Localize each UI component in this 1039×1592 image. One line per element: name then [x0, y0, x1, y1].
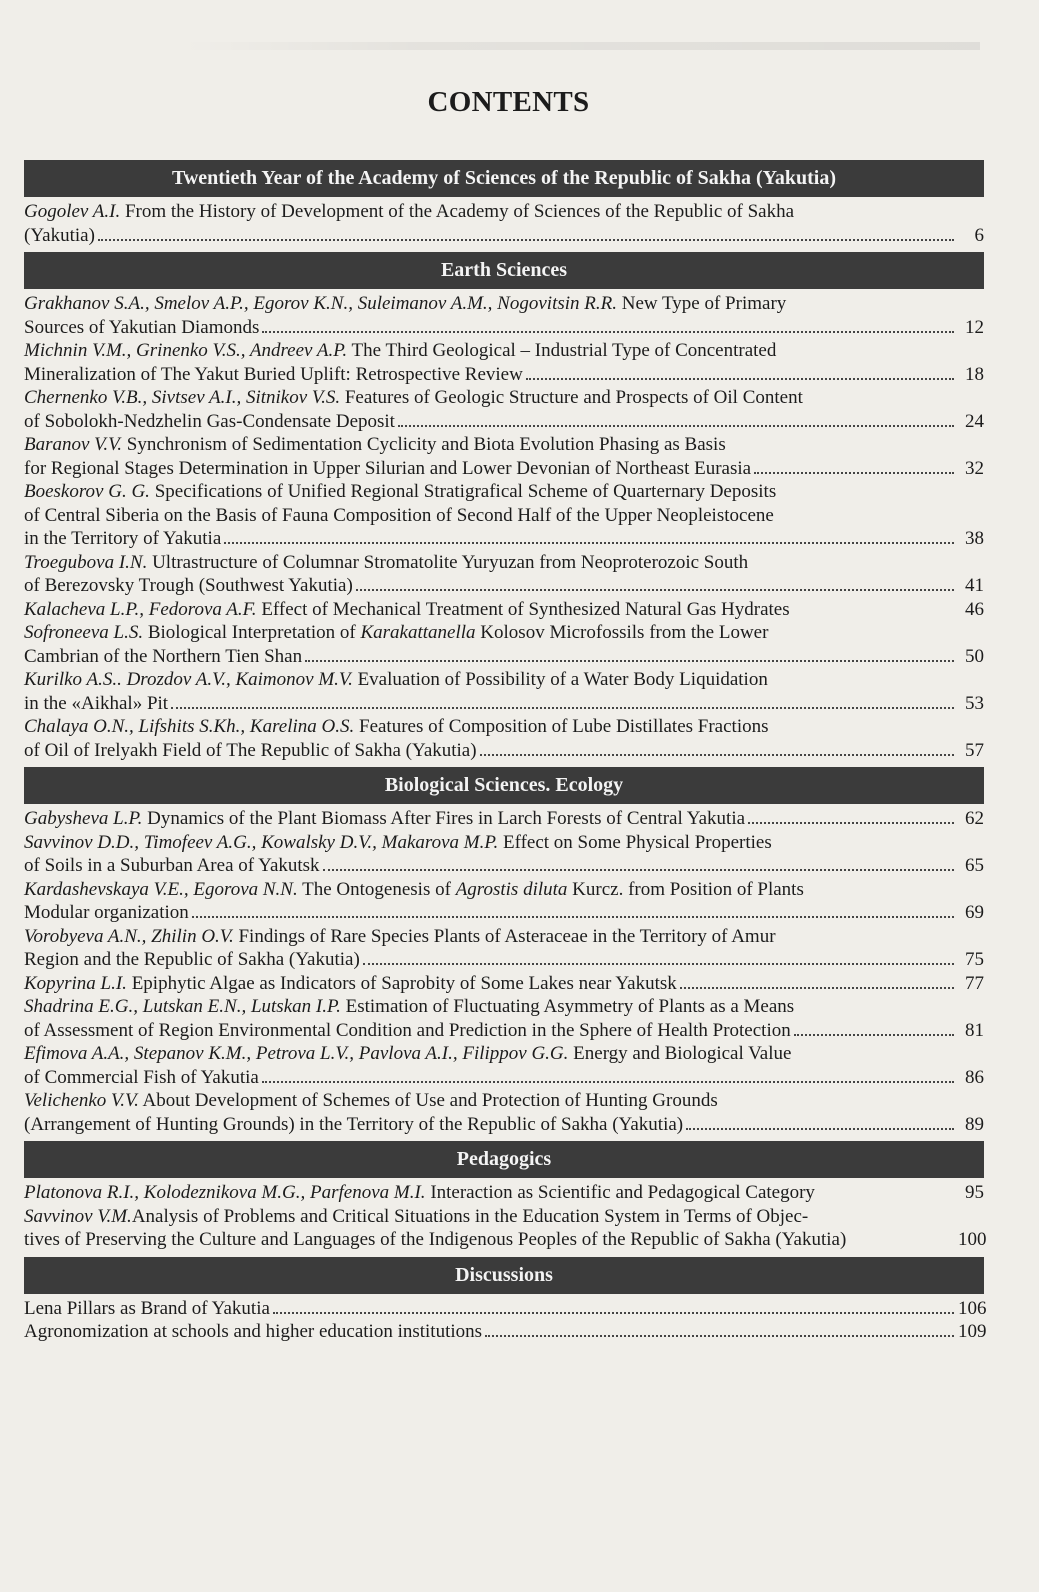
- toc-entry[interactable]: [24, 1089, 984, 1136]
- entry-title: Evaluation of Possibility of a Water Body Liquidation: [352, 669, 768, 690]
- entry-line: [24, 200, 984, 224]
- entry-authors: Kopyrina L.I.: [24, 972, 127, 994]
- entry-title: Interaction as Scientific and Pedagogical Category: [425, 1182, 815, 1203]
- entry-title: Analysis of Problems and Critical Situations in the Education System in Terms of Objec-: [131, 1205, 809, 1227]
- section-heading: Discussions: [24, 1257, 984, 1294]
- section-heading: Twentieth Year of the Academy of Sciences of the Republic of Sakha (Yakutia): [24, 160, 984, 197]
- entry-text: [24, 1228, 846, 1252]
- entry-authors: Gabysheva L.P.: [24, 808, 143, 829]
- entry-title: of Oil of Irelyakh Field of The Republic of Sakha (Yakutia): [24, 739, 477, 761]
- entry-title: Modular organization: [24, 902, 189, 923]
- entry-title: Features of Geologic Structure and Prospects of Oil Content: [340, 387, 803, 408]
- entry-authors: Chalaya O.N., Lifshits S.Kh., Karelina O.S.: [24, 716, 355, 737]
- entry-title: (Arrangement of Hunting Grounds) in the Territory of the Republic of Sakha (Yakutia): [24, 1113, 684, 1135]
- dot-leader: [754, 472, 954, 474]
- entry-authors: Kardashevskaya V.E., Egorova N.N.: [24, 878, 298, 900]
- entry-line: [24, 831, 984, 855]
- toc-entry[interactable]: [24, 433, 984, 480]
- entry-title: for Regional Stages Determination in Upper Silurian and Lower Devonian of Northeast Eurasia: [24, 457, 752, 479]
- page-title: CONTENTS: [427, 86, 590, 118]
- entry-authors: Troegubova I.N.: [24, 551, 148, 573]
- toc-section: [24, 1257, 987, 1344]
- dot-leader: [356, 589, 954, 591]
- entry-title: of Commercial Fish of Yakutia: [24, 1066, 259, 1088]
- entry-line: [24, 668, 984, 692]
- entry-line: [24, 715, 984, 739]
- toc-section: [24, 1141, 987, 1252]
- entry-authors: Grakhanov S.A., Smelov A.P., Egorov K.N., Suleimanov A.M., Nogovitsin R.R.: [24, 293, 617, 314]
- toc-entry[interactable]: [24, 668, 984, 715]
- page-number: 38: [965, 528, 984, 549]
- toc-entry[interactable]: [24, 480, 984, 551]
- dot-leader: [273, 1312, 954, 1314]
- entry-text: [24, 1181, 815, 1205]
- entry-italic-term: Karakattanella: [360, 622, 476, 643]
- page-number: 24: [965, 410, 984, 432]
- entry-line: [24, 224, 984, 248]
- dot-leader: [748, 822, 954, 824]
- entry-authors: Velichenko V.V.: [24, 1090, 139, 1111]
- entry-text: [24, 1019, 791, 1043]
- toc-entry[interactable]: [24, 807, 984, 831]
- entry-line: [24, 807, 984, 831]
- entry-authors: Vorobyeva A.N., Zhilin O.V.: [24, 925, 234, 947]
- toc-entry[interactable]: [24, 995, 984, 1042]
- entry-authors: Kalacheva L.P., Fedorova A.F.: [24, 598, 257, 620]
- toc-entry[interactable]: [24, 831, 984, 878]
- entry-title: The Third Geological – Industrial Type of Concentrated: [347, 340, 777, 361]
- entry-title: of Assessment of Region Environmental Condition and Prediction in the Sphere of Health Protection: [24, 1019, 791, 1041]
- entry-line: [24, 527, 984, 551]
- entry-line: [24, 1019, 984, 1043]
- entry-text: [24, 527, 221, 551]
- entry-title: Kolosov Microfossils from the Lower: [475, 622, 769, 643]
- entry-line: [24, 1297, 987, 1321]
- entry-line: [24, 574, 984, 598]
- dot-leader: [224, 542, 954, 544]
- dot-leader: [323, 869, 954, 871]
- entry-line: [24, 363, 984, 387]
- toc-entry[interactable]: [24, 1181, 984, 1205]
- entry-text: [24, 363, 523, 387]
- page-number: 65: [965, 855, 984, 876]
- toc-section: [24, 252, 984, 762]
- entry-line: [24, 995, 984, 1019]
- entry-authors: Platonova R.I., Kolodeznikova M.G., Parfenova M.I.: [24, 1182, 426, 1203]
- entry-title: Energy and Biological Value: [568, 1043, 792, 1064]
- entry-line: [24, 1181, 984, 1205]
- entry-title: of Soils in a Suburban Area of Yakutsk: [24, 855, 320, 876]
- entry-italic-term: Agrostis diluta: [455, 878, 568, 900]
- entry-title: tives of Preserving the Culture and Languages of the Indigenous Peoples of the Republic of Sakha (Yakutia): [24, 1229, 847, 1250]
- entry-line: [24, 925, 984, 949]
- entry-line: [24, 1042, 984, 1066]
- entry-title: Effect on Some Physical Properties: [498, 831, 772, 853]
- page-number: 32: [965, 457, 984, 479]
- toc-entry[interactable]: [24, 878, 984, 925]
- entry-text: [24, 645, 302, 669]
- entry-title: of Berezovsky Trough (Southwest Yakutia): [24, 575, 353, 596]
- dot-leader: [171, 707, 954, 709]
- toc-entry[interactable]: [24, 1205, 987, 1252]
- page-number: 95: [965, 1182, 984, 1203]
- toc-entry[interactable]: [24, 1320, 987, 1344]
- entry-title: (Yakutia): [24, 224, 95, 246]
- entry-authors: Sofroneeva L.S.: [24, 622, 144, 643]
- entry-text: [24, 1320, 482, 1344]
- page-number: 81: [965, 1019, 984, 1041]
- page-number: 77: [965, 972, 984, 994]
- entry-line: [24, 292, 984, 316]
- entry-line: [24, 854, 984, 878]
- page-number: 106: [958, 1297, 987, 1319]
- toc-entry[interactable]: [24, 339, 984, 386]
- entry-text: [24, 1066, 259, 1090]
- entry-title: Features of Composition of Lube Distillates Fractions: [354, 716, 769, 737]
- entry-line: [24, 1205, 984, 1229]
- entry-line: [24, 692, 984, 716]
- dot-leader: [262, 1081, 954, 1083]
- entry-authors: Shadrina E.G., Lutskan E.N., Lutskan I.P.: [24, 996, 341, 1017]
- entry-text: [24, 807, 745, 831]
- toc-entry[interactable]: [24, 551, 984, 598]
- page-number: 89: [965, 1113, 984, 1135]
- entry-line: [24, 739, 984, 763]
- dot-leader: [262, 331, 954, 333]
- entry-line: [24, 339, 984, 363]
- dot-leader: [686, 1128, 954, 1130]
- entry-line: [24, 551, 984, 575]
- entry-line: [24, 480, 984, 504]
- entry-title: Biological Interpretation of: [143, 622, 361, 643]
- entry-line: [24, 948, 984, 972]
- entry-title: Specifications of Unified Regional Stratigrafical Scheme of Quarternary Deposits: [149, 481, 777, 502]
- toc-entry[interactable]: [24, 715, 984, 762]
- entry-text: [24, 739, 477, 763]
- toc-entry[interactable]: [24, 200, 984, 247]
- entry-authors: Baranov V.V.: [24, 434, 122, 455]
- entry-title: From the History of Development of the Academy of Sciences of the Republic of Sakha: [120, 201, 795, 222]
- section-heading: Earth Sciences: [24, 252, 984, 289]
- entry-title: Synchronism of Sedimentation Cyclicity and Biota Evolution Phasing as Basis: [122, 434, 726, 455]
- entry-line: [24, 457, 984, 481]
- running-head-bleedthrough: [180, 42, 980, 50]
- page-number: 41: [965, 575, 984, 596]
- entry-title: New Type of Primary: [616, 293, 787, 314]
- entry-text: [24, 692, 168, 716]
- dot-leader: [680, 987, 954, 989]
- entry-authors: Kurilko A.S.. Drozdov A.V., Kaimonov M.V.: [24, 669, 353, 690]
- dot-leader: [98, 239, 954, 241]
- page-number: 50: [965, 645, 984, 667]
- entry-authors: Savvinov D.D., Timofeev A.G., Kowalsky D.V., Makarova M.P.: [24, 831, 499, 853]
- entry-line: [24, 316, 984, 340]
- section-heading: Biological Sciences. Ecology: [24, 767, 984, 804]
- toc-section: [24, 160, 984, 247]
- section-heading: Pedagogics: [24, 1141, 984, 1178]
- entry-line: [24, 1066, 984, 1090]
- entry-text: [24, 948, 360, 972]
- entry-line: [24, 972, 984, 996]
- dot-leader: [794, 1034, 954, 1036]
- toc-entry[interactable]: [24, 621, 984, 668]
- entry-text: [24, 410, 395, 434]
- dot-leader: [485, 1335, 954, 1337]
- entry-text: [24, 224, 95, 248]
- entry-title: Epiphytic Algae as Indicators of Saprobity of Some Lakes near Yakutsk: [126, 972, 677, 994]
- page-number: 6: [974, 224, 984, 246]
- entry-title: of Sobolokh-Nedzhelin Gas-Condensate Deposit: [24, 410, 395, 432]
- entry-title: The Ontogenesis of: [297, 878, 456, 900]
- toc-section: [24, 767, 984, 1136]
- entry-title: of Central Siberia on the Basis of Fauna Composition of Second Half of the Upper Neopleistocene: [24, 504, 774, 526]
- dot-leader: [398, 425, 954, 427]
- dot-leader: [480, 754, 954, 756]
- entry-text: [24, 901, 189, 925]
- entry-line: [24, 1320, 987, 1344]
- toc-entry[interactable]: [24, 1297, 987, 1321]
- entry-title: Dynamics of the Plant Biomass After Fires in Larch Forests of Central Yakutia: [142, 808, 746, 829]
- entry-title: Sources of Yakutian Diamonds: [24, 316, 260, 338]
- entry-title: Ultrastructure of Columnar Stromatolite Yuryuzan from Neoproterozoic South: [147, 551, 749, 573]
- entry-title: Effect of Mechanical Treatment of Synthesized Natural Gas Hydrates: [256, 598, 790, 620]
- dot-leader: [526, 378, 954, 380]
- entry-line: [24, 1089, 984, 1113]
- entry-title: Findings of Rare Species Plants of Asteraceae in the Territory of Amur: [233, 925, 776, 947]
- entry-line: [24, 410, 984, 434]
- page-number: 57: [965, 739, 984, 761]
- table-of-contents: [24, 160, 987, 1349]
- dot-leader: [363, 963, 954, 965]
- toc-entry[interactable]: [24, 1042, 984, 1089]
- entry-title: in the Territory of Yakutia: [24, 528, 222, 549]
- toc-entry[interactable]: [24, 972, 984, 996]
- page-number: 75: [965, 949, 984, 970]
- entry-text: [24, 457, 751, 481]
- entry-line: [24, 433, 984, 457]
- entry-line: [24, 386, 984, 410]
- dot-leader: [305, 660, 954, 662]
- page-number: 46: [965, 598, 984, 620]
- entry-line: [24, 598, 984, 622]
- entry-authors: Michnin V.M., Grinenko V.S., Andreev A.P.: [24, 340, 348, 361]
- entry-authors: Savvinov V.M.: [24, 1205, 132, 1227]
- dot-leader: [192, 916, 954, 918]
- entry-line: [24, 645, 984, 669]
- entry-title: Estimation of Fluctuating Asymmetry of Plants as a Means: [340, 996, 795, 1017]
- toc-entry[interactable]: [24, 598, 984, 622]
- entry-authors: Efimova A.A., Stepanov K.M., Petrova L.V., Pavlova A.I., Filippov G.G.: [24, 1043, 569, 1064]
- entry-title: About Development of Schemes of Use and Protection of Hunting Grounds: [138, 1090, 718, 1111]
- page-number: 100: [958, 1229, 987, 1250]
- page-number: 109: [958, 1321, 987, 1342]
- entry-text: [24, 574, 353, 598]
- entry-line: [24, 878, 984, 902]
- entry-text: [24, 598, 790, 622]
- entry-line: [24, 1228, 987, 1252]
- toc-entry[interactable]: [24, 925, 984, 972]
- entry-text: [24, 972, 677, 996]
- toc-entry[interactable]: [24, 292, 984, 339]
- entry-title: Lena Pillars as Brand of Yakutia: [24, 1297, 270, 1319]
- entry-text: [24, 1297, 270, 1321]
- entry-text: [24, 854, 320, 878]
- page-number: 62: [965, 808, 984, 829]
- page-number: 86: [965, 1066, 984, 1088]
- entry-title: Region and the Republic of Sakha (Yakutia): [24, 949, 360, 970]
- page-number: 53: [965, 692, 984, 714]
- toc-entry[interactable]: [24, 386, 984, 433]
- entry-authors: Chernenko V.B., Sivtsev A.I., Sitnikov V.S.: [24, 387, 341, 408]
- entry-line: [24, 901, 984, 925]
- entry-title: Mineralization of The Yakut Buried Uplift: Retrospective Review: [24, 363, 523, 385]
- entry-line: [24, 621, 984, 645]
- entry-title: in the «Aikhal» Pit: [24, 692, 169, 714]
- entry-title: Kurcz. from Position of Plants: [567, 878, 804, 900]
- entry-text: [24, 316, 259, 340]
- entry-authors: Boeskorov G. G.: [24, 481, 150, 502]
- page-number: 69: [965, 902, 984, 923]
- page-number: 18: [965, 363, 984, 385]
- entry-text: [24, 1113, 683, 1137]
- entry-line: [24, 1113, 984, 1137]
- entry-title: Agronomization at schools and higher education institutions: [24, 1321, 483, 1342]
- entry-authors: Gogolev A.I.: [24, 201, 121, 222]
- page-number: 12: [965, 316, 984, 338]
- entry-title: Cambrian of the Northern Tien Shan: [24, 645, 303, 667]
- entry-line: [24, 504, 984, 528]
